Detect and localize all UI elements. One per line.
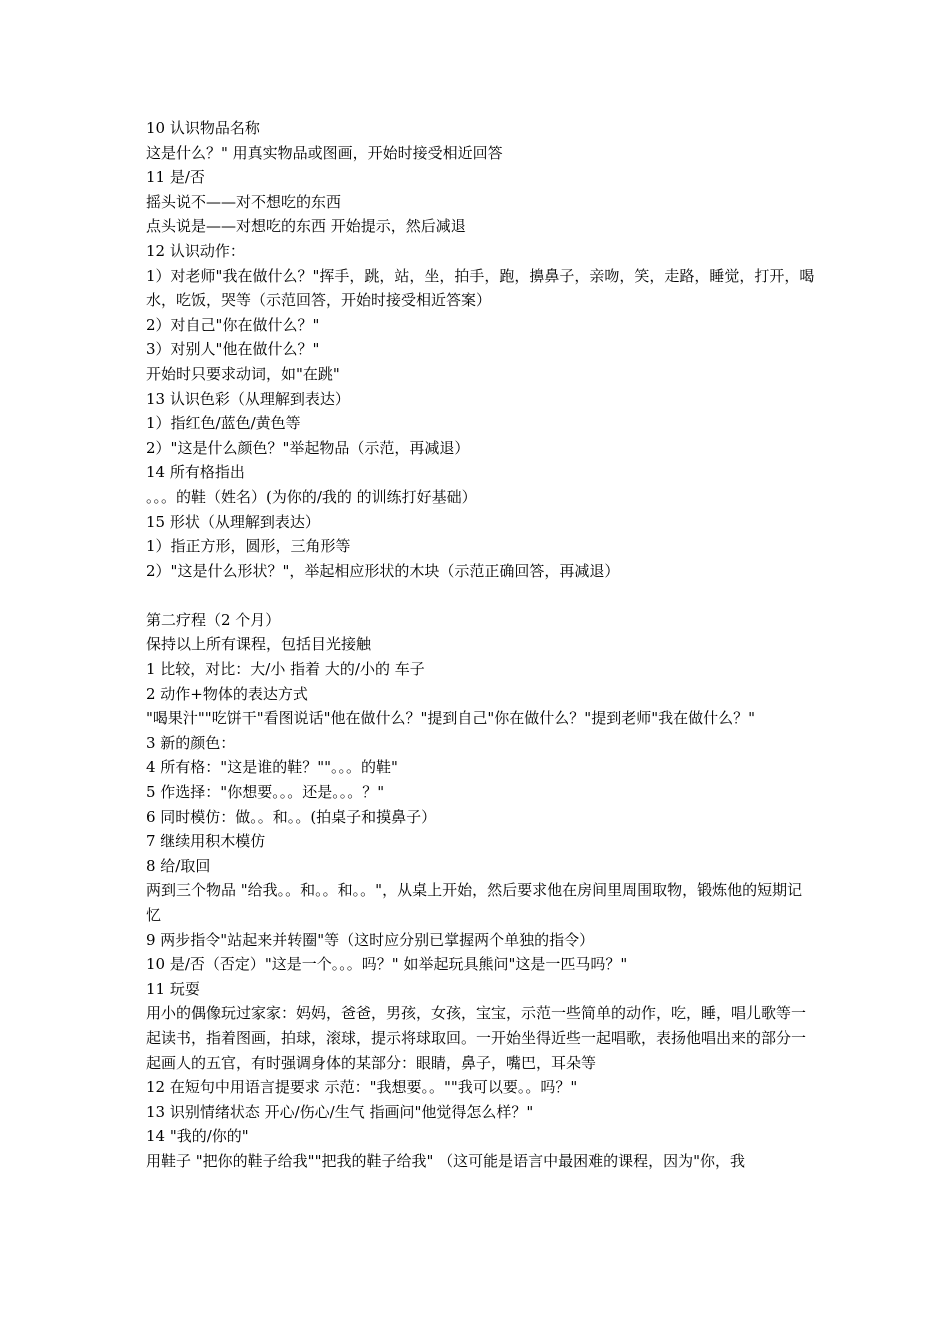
text-line: 11 是/否 <box>146 168 205 187</box>
text-line: 2）"这是什么形状？"，举起相应形状的木块（示范正确回答，再减退） <box>146 561 620 580</box>
text-line: 10 认识物品名称 <box>146 119 260 137</box>
text-line: 1）指红色/蓝色/黄色等 <box>146 414 301 433</box>
text-line: 12 在短句中用语言提要求 示范："我想要。。""我可以要。。吗？" <box>146 1078 578 1097</box>
text-line: 14 "我的/你的" <box>146 1127 249 1146</box>
text-line: 13 识别情绪状态 开心/伤心/生气 指画问"他觉得怎么样？" <box>146 1102 534 1121</box>
text-line: 保持以上所有课程，包括目光接触 <box>146 635 372 654</box>
text-line: 15 形状（从理解到表达） <box>146 512 320 531</box>
text-line: 1）指正方形，圆形，三角形等 <box>146 537 351 556</box>
text-paragraph: 两到三个物品 "给我。。和。。和。。"，从桌上开始，然后要求他在房间里周围取物，锻炼他的短期记忆 <box>146 881 803 924</box>
text-line: 10 是/否（否定）"这是一个。。。吗？" 如举起玩具熊问"这是一匹马吗？" <box>146 955 628 974</box>
text-paragraph: 1）对老师"我在做什么？"挥手，跳，站，坐，拍手，跑，擤鼻子，亲吻，笑，走路，睡觉，打开，喝水，吃饭，哭等（示范回答，开始时接受相近答案） <box>146 266 815 310</box>
text-line: 这是什么？" 用真实物品或图画，开始时接受相近回答 <box>146 143 503 162</box>
text-line: 4 所有格："这是谁的鞋？""。。。的鞋" <box>146 758 398 777</box>
text-line: 摇头说不——对不想吃的东西 <box>146 192 342 211</box>
text-line: 11 玩耍 <box>146 979 200 998</box>
text-line: 3 新的颜色： <box>146 733 236 752</box>
text-line: 3）对别人"他在做什么？" <box>146 340 320 359</box>
text-line: 13 认识色彩（从理解到表达） <box>146 389 350 408</box>
text-line: 2）"这是什么颜色？"举起物品（示范，再减退） <box>146 438 470 457</box>
blank-line <box>146 583 816 608</box>
text-line: 点头说是——对想吃的东西 开始提示，然后减退 <box>146 217 466 236</box>
text-line: 开始时只要求动词，如"在跳" <box>146 364 340 383</box>
text-line: 。。。的鞋（姓名）(为你的/我的 的训练打好基础） <box>146 487 477 506</box>
text-line: 2 动作+物体的表达方式 <box>146 684 308 703</box>
text-line: 12 认识动作： <box>146 241 245 260</box>
text-line: 9 两步指令"站起来并转圈"等（这时应分别已掌握两个单独的指令） <box>146 930 595 949</box>
text-paragraph: 用小的偶像玩过家家：妈妈，爸爸，男孩，女孩，宝宝，示范一些简单的动作，吃，睡，唱儿歌等一起读书，指着图画，拍球，滚球，提示将球取回。一开始坐得近些一起唱歌，表扬他唱出来的部分一起画人的五官，有时强调身体的某部分：眼睛，鼻子，嘴巴，耳朵等 <box>146 1004 807 1072</box>
text-line: 6 同时模仿：做。。和。。(拍桌子和摸鼻子） <box>146 807 437 826</box>
text-line: 7 继续用积木模仿 <box>146 832 266 851</box>
text-line: 1 比较，对比：大/小 指着 大的/小的 车子 <box>146 660 425 679</box>
text-line: 5 作选择："你想要。。。还是。。。？" <box>146 783 385 802</box>
document-page <box>146 116 816 1174</box>
text-line: 8 给/取回 <box>146 856 211 875</box>
section-heading: 第二疗程（2 个月） <box>146 610 281 629</box>
text-line: 用鞋子 "把你的鞋子给我""把我的鞋子给我" （这可能是语言中最困难的课程，因为"你，我 <box>146 1151 746 1170</box>
text-line: 2）对自己"你在做什么？" <box>146 315 320 334</box>
text-line: 14 所有格指出 <box>146 463 245 482</box>
text-paragraph: "喝果汁""吃饼干"看图说话"他在做什么？"提到自己"你在做什么？"提到老师"我在做什么？" <box>146 709 755 728</box>
